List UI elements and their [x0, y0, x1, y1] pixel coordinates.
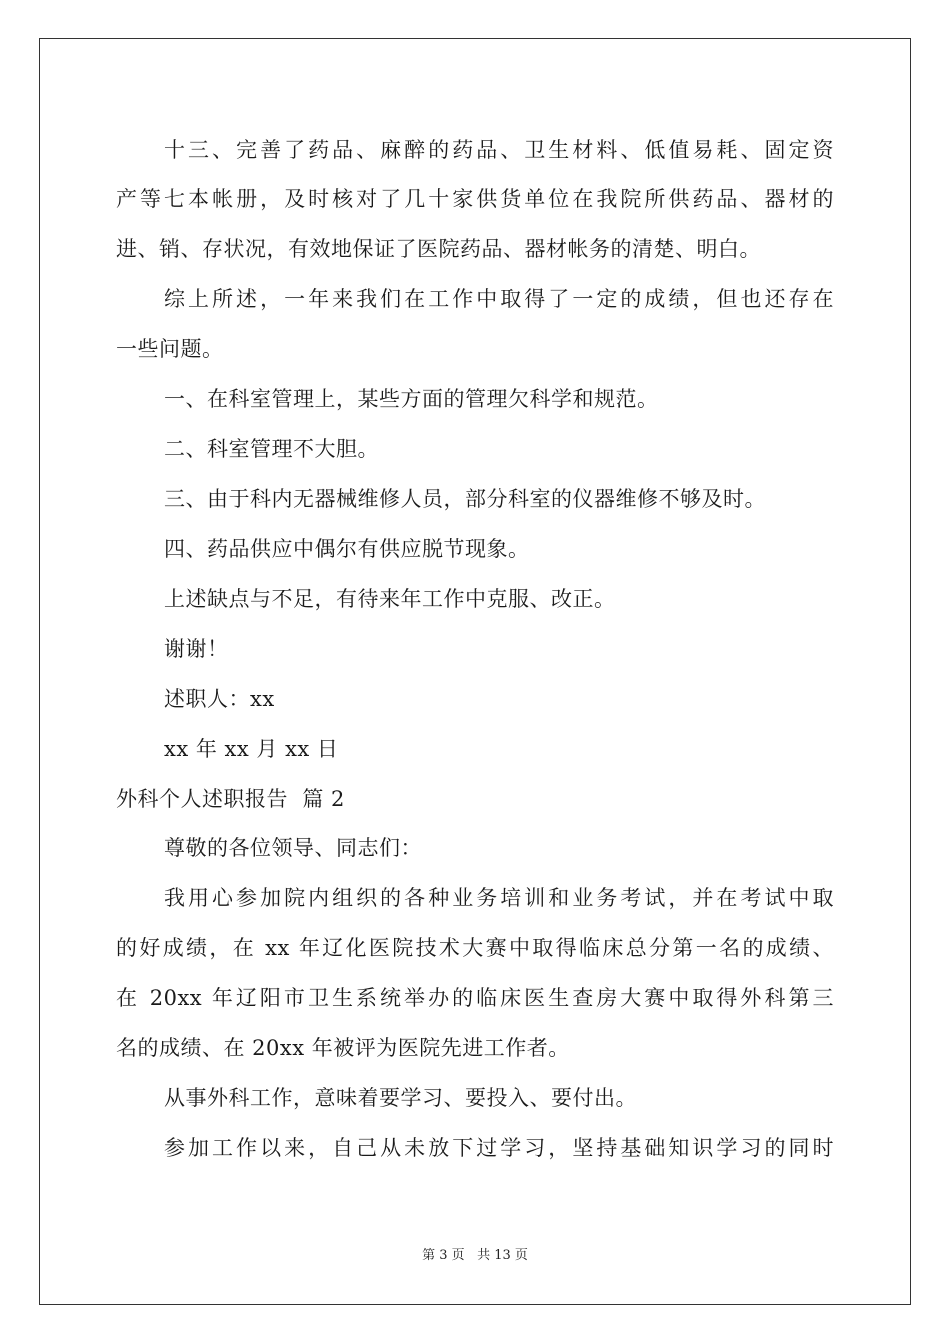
paragraph-line: 在 20xx 年辽阳市卫生系统举办的临床医生查房大赛中取得外科第三 — [116, 986, 834, 1010]
paragraph-line: 名的成绩、在 20xx 年被评为医院先进工作者。 — [116, 1036, 570, 1060]
paragraph-line: 四、药品供应中偶尔有供应脱节现象。 — [164, 537, 530, 561]
page-total: 共 13 页 — [477, 1248, 528, 1263]
paragraph-line: 上述缺点与不足，有待来年工作中克服、改正。 — [164, 587, 616, 611]
signature-line: 述职人：xx — [164, 687, 275, 711]
paragraph-line: 从事外科工作，意味着要学习、要投入、要付出。 — [164, 1086, 637, 1110]
section-heading: 外科个人述职报告 篇 2 — [116, 787, 345, 811]
paragraph-line: 一、在科室管理上，某些方面的管理欠科学和规范。 — [164, 387, 659, 411]
page-footer — [0, 1247, 950, 1265]
page-number: 第 3 页 — [422, 1248, 465, 1263]
paragraph-line: 一些问题。 — [116, 337, 224, 361]
paragraph-line: 的好成绩，在 xx 年辽化医院技术大赛中取得临床总分第一名的成绩、 — [116, 936, 834, 960]
salutation-line: 尊敬的各位领导、同志们： — [164, 836, 422, 860]
paragraph-line: 进、销、存状况，有效地保证了医院药品、器材帐务的清楚、明白。 — [116, 237, 761, 261]
paragraph-line: 我用心参加院内组织的各种业务培训和业务考试，并在考试中取 — [164, 886, 834, 910]
paragraph-line: 参加工作以来，自己从未放下过学习，坚持基础知识学习的同时 — [164, 1136, 834, 1160]
page-frame — [39, 38, 911, 1305]
paragraph-line: 二、科室管理不大胆。 — [164, 437, 379, 461]
paragraph-line: 综上所述，一年来我们在工作中取得了一定的成绩，但也还存在 — [164, 287, 834, 311]
paragraph-line: 三、由于科内无器械维修人员，部分科室的仪器维修不够及时。 — [164, 487, 766, 511]
date-line: xx 年 xx 月 xx 日 — [164, 737, 339, 761]
paragraph-line: 十三、完善了药品、麻醉的药品、卫生材料、低值易耗、固定资 — [164, 138, 834, 162]
paragraph-line: 产等七本帐册，及时核对了几十家供货单位在我院所供药品、器材的 — [116, 187, 834, 211]
paragraph-line: 谢谢！ — [164, 637, 229, 661]
